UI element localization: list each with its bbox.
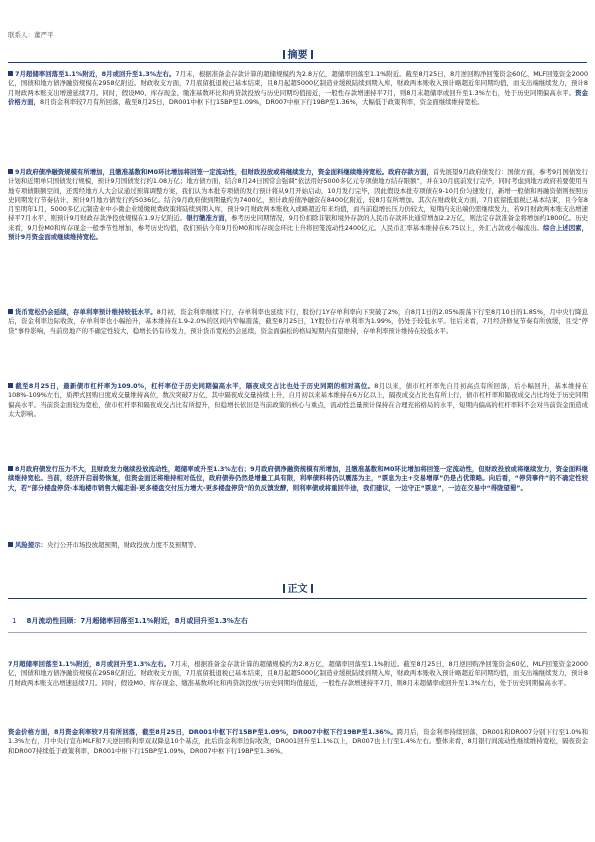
bullet-square-icon [8,542,13,547]
abstract-paragraph-3: 货币宽松仍会延续，存单利率预计维持较低水平。8月初，资金利率继续下行，存单利率也延续下行，股份行1Y存单利率向下突破了2%，自8月1日的2.05%震荡下行至8月10日的1.85%，月中央行降息后，资金利率边际收敛，存单利率也小幅抬升，基本维持在1.9-2.0%的区间内窄幅震荡，截至8月25日，1Y股份行存单利率为1.99%，仍处于较低水平。往后来看，7月经济修复节奏有所放缓，且受“停贷”事件影响，当前房地产的不确定性较大，稳增长仍有待发力，预计货币宽松仍会延续，资金面偏松的格局短期内有望维持，存单利率预计维持在较低水平。 [8,308,588,335]
divider [8,632,587,633]
bullet-square-icon [8,383,13,388]
bullet-square-icon [8,466,13,471]
abstract-heading [0,46,595,61]
abstract-paragraph-2: 9月政府债净融资规模有所增加，且缴准基数和M0环比增加将回笼一定流动性，但财政投放或将继续发力，资金面料继续维持宽松。政府存款方面，首先展望9月政府债发行：国债方面，参考9月国债发行计划和近期单只国债发行规模，预计9月国债发行约1.08万亿；地方债方面，结合8月24日国常会强调“依法用好5000多亿元专项债地方结存限额”，并在10月底前发行完毕，同时考虑到地方政府若要使用当地专项债限额空间，还需经地方人大会议通过预算调整方案，我们认为本批专项债的发行预计将从9月开始启动，10月发行完毕，因此假设本批专项债在9-10月份匀速发行，新增一般债和再融资债则按照历史同期发行节奏估计，预计9月地方债发行约5036亿。结合9月政府债到期量约为7400亿，预计政府债净融资在8400亿附近，较8月有所增加。其次在财政收支方面，7月底留抵退税已基本结束，且今年8月至明年1月，5000多亿元制造业中小微企业缓缴税费政策将陆续到期入库，预计9月财政两本账收入或略超近年来均值，而当前稳增长压力仍较大，短期内支出端仍需继续发力，若9月财政两本账支出增速持平7月水平，则预计9月财政存款净投放规模在1.9万亿附近。银行缴准方面，参考历史同期情况，9月份扣除非银和境外存款的人民币存款环比通常增加2.2万亿，则法定存款准备金将增加约1800亿。历史来看，9月份M0和库存现金一般季节性增加，参考历史均值，我们预估今年9月份M0和库存现金环比上升将回笼流动性2400亿元。人民币汇率基本维持在6.75以上，外汇占款或小幅流出。综合上述因素，预计9月资金面或继续维持宽松。 [8,168,589,242]
divider [8,598,587,599]
abstract-title: 摘要 [287,50,308,61]
abstract-paragraph-4: 截至8月25日，最新债市杠杆率为109.0%，杠杆率位于历史同期偏高水平，隔夜成交占比也处于历史同期的相对高位。8月以来，债市杠杆率先自月初高点有所回落，后小幅回升，基本维持在108%-109%左右，质押式回购日度成交量维持高位，数次突破7万亿，其中隔夜成交量持续上升，自月初以来基本维持在6万亿以上，隔夜成交占比也有所上行，债市杠杆率和隔夜成交占比均处于历史同期偏高水平。当前资金面较为宽松，债市杠杆率和隔夜成交占比有所提升，但稳增长依旧是当前政策的核心与重点，流动性总量预计保持在合理充裕格局的水平，短期内偏高的杠杆率料不会对当前资金面造成太大影响。 [8,382,588,418]
body-paragraph-2: 资金价格方面，8月资金利率较7月有所回落，截至8月25日，DR001中枢下行15BP至1.09%，DR007中枢下行19BP至1.36%。跨月后，资金利率持续回落，DR001和DR007分别下行至1.0%和1.3%左右，月中央行宣布MLF和7天逆回购利率双双降息10个基点，此后资金利率边际收敛，DR001回升至1.1%以上，DR007也上行至1.4%左右。整体来看，8月银行间流动性继续维持宽松，隔夜资金和DR007持续低于政策利率，DR001中枢下行15BP至1.09%，DR007中枢下行19BP至1.36%。 [8,728,588,755]
risk-warning: 风险提示：央行公开市场投放超预期，财政投放力度不及预期等。 [8,541,588,550]
section-1-heading: 1 8月流动性回顾：7月超储率回落至1.1%附近，8月或回升至1.3%左右 [12,617,248,625]
bullet-square-icon [8,71,13,76]
bullet-square-icon [8,169,13,174]
abstract-paragraph-1: 7月超储率回落至1.1%附近，8月或回升至1.3%左右。7月末，根据准备金存款计算的超储规模约为2.8万亿，超储率回落至1.1%附近。截至8月25日，8月逆回购净回笼资金60亿、MLF回笼资金2000亿，国债和地方债净融资规模在2958亿附近。财政收支方面，7月底留抵退税已基本结束，且8月起超5000亿制造业缓税陆续到期入库，财政两本账收入预计略超近年同期均值，而支出端继续发力，预计8月财政两本账支出增速延续7月。同时，假设M0、库存现金、缴准基数环比和再贷款投放与历史同期均值接近，一般性存款增速持平7月，则8月末超储率或回升至1.3%左右，处于历史同期偏高水平。资金价格方面，8月资金利率较7月有所回落，截至8月25日，DR001中枢下行15BP至1.09%，DR007中枢下行19BP至1.36%，大幅低于政策利率，资金面继续维持宽松。 [8,70,589,106]
divider [8,62,587,63]
bullet-square-icon [8,309,13,314]
body-heading [0,580,595,595]
contact-person: 联系人：董严平 [8,31,54,39]
abstract-paragraph-5: 8月政府债发行压力不大，且财政发力继续投放流动性，超储率或升至1.3%左右；9月政府债净融资规模有所增加，且缴准基数和M0环比增加将回笼一定流动性，但财政投放或将继续发力，资金面料继续维持宽松。当前，经济开启弱势恢复，但资金面还将维持相对低位，政府债券仍然是增量工具有限，利率债料将仍以震荡为主，“票息为主+交易增厚”仍是占优策略。向后看，“停贷事件”的不确定性较大，若“部分楼盘停贷-本地楼市销售大幅走弱-更多楼盘交付压力增大-更多楼盘停贷”的负反馈发酵，则利率债或将重回牛途，我们建议，一边守正“票息”，一边在交易中“得陇望蜀”。 [8,465,588,492]
body-title: 正文 [287,584,308,595]
body-paragraph-1: 7月超储率回落至1.1%附近，8月或回升至1.3%左右。7月末，根据准备金存款计算的超储规模约为2.8万亿，超储率回落至1.1%附近。截至8月25日，8月逆回购净回笼资金60亿、MLF回笼资金2000亿，国债和地方债净融资规模在2958亿附近。财政收支方面，7月底留抵退税已基本结束，且8月起超5000亿制造业缓税陆续到期入库，财政两本账收入预计略超近年同期均值，而支出端继续发力，预计8月财政两本账支出增速延续7月。同时，假设M0、库存现金、缴准基数环比和再贷款投放与历史同期均值接近，一般性存款增速持平7月，则8月末超储率或回升至1.3%左右，处于历史同期偏高水平。 [8,660,588,687]
